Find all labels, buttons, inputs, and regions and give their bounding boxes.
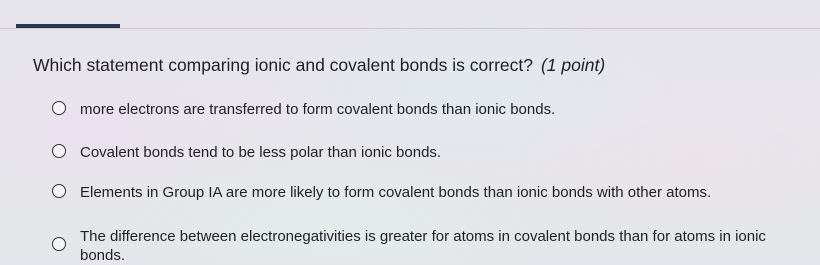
answer-option-1-label: more electrons are transferred to form covalent bonds than ionic bonds.: [80, 101, 556, 118]
header-divider: [0, 28, 820, 29]
radio-button-4[interactable]: [52, 237, 66, 251]
answer-option-1[interactable]: [52, 100, 555, 119]
answer-option-4-label: The difference between electronegativities is greater for atoms in covalent bonds than for atoms in ionic bonds.: [80, 228, 766, 264]
answer-option-3-label: Elements in Group IA are more likely to form covalent bonds than ionic bonds with other atoms.: [80, 184, 712, 201]
question-prompt: [33, 55, 605, 76]
answer-option-2-label: Covalent bonds tend to be less polar than ionic bonds.: [80, 144, 442, 161]
answer-option-2[interactable]: [52, 143, 441, 162]
question-points: (1 point): [540, 55, 606, 75]
radio-button-2[interactable]: [52, 144, 66, 158]
question-text: Which statement comparing ionic and covalent bonds is correct?: [33, 55, 533, 75]
answer-option-4[interactable]: [52, 227, 810, 265]
radio-button-3[interactable]: [52, 184, 66, 198]
answer-option-3[interactable]: [52, 183, 711, 202]
radio-button-1[interactable]: [52, 101, 66, 115]
